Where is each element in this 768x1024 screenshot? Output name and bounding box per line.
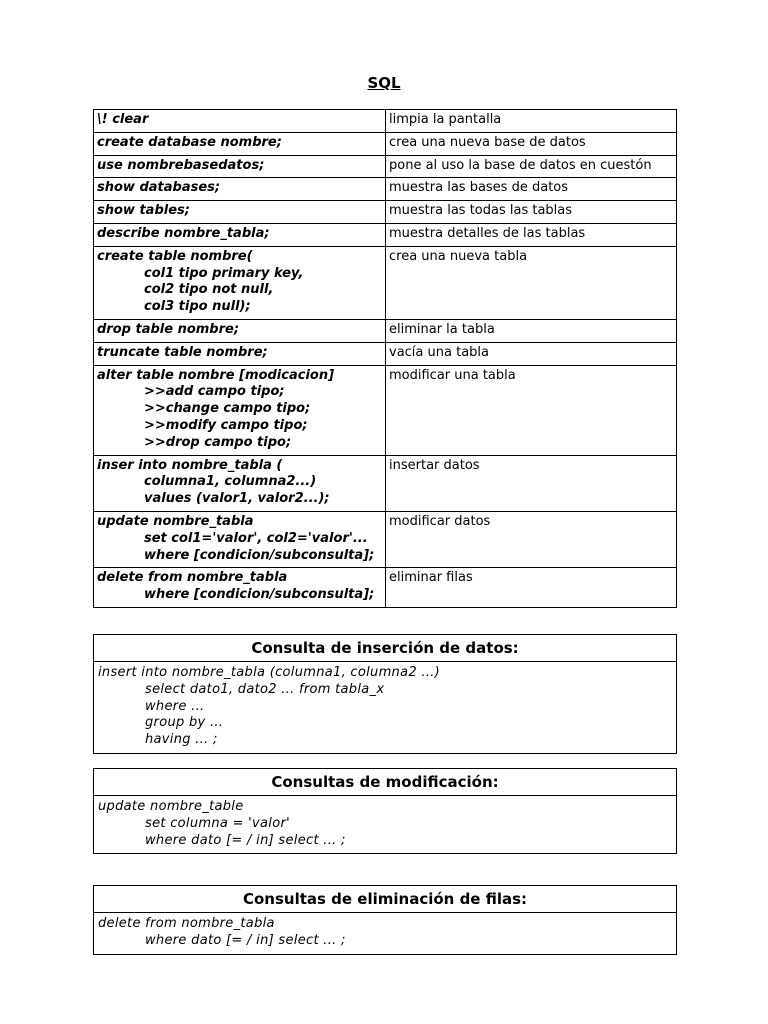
description-cell: modificar una tabla xyxy=(386,365,677,455)
code-line: where ... xyxy=(145,698,205,714)
command-line: where [condicion/subconsulta]; xyxy=(144,547,375,563)
table-row xyxy=(94,511,677,567)
table-row xyxy=(94,246,677,319)
command-cell xyxy=(94,110,386,133)
code-line: delete from nombre_tabla xyxy=(98,916,275,931)
description-cell: eliminar filas xyxy=(386,568,677,608)
command-cell xyxy=(94,223,386,246)
command-cell xyxy=(94,178,386,201)
command-line: col1 tipo primary key, xyxy=(144,265,304,281)
command-line: set col1='valor', col2='valor'... xyxy=(144,530,368,546)
section-heading: Consultas de modificación: xyxy=(94,769,676,796)
table-row xyxy=(94,365,677,455)
command-line: inser into nombre_tabla ( xyxy=(97,457,283,473)
table-row xyxy=(94,319,677,342)
section-code xyxy=(94,796,676,853)
command-line: columna1, columna2...) xyxy=(144,474,317,490)
section-heading: Consulta de inserción de datos: xyxy=(94,635,676,662)
command-cell xyxy=(94,365,386,455)
code-line: select dato1, dato2 ... from tabla_x xyxy=(145,681,385,697)
table-row xyxy=(94,132,677,155)
command-cell xyxy=(94,511,386,567)
command-line: >>change campo tipo; xyxy=(144,401,311,417)
command-cell xyxy=(94,201,386,224)
command-cell xyxy=(94,246,386,319)
description-cell: crea una nueva tabla xyxy=(386,246,677,319)
command-cell xyxy=(94,568,386,608)
command-line: show tables; xyxy=(97,203,190,219)
code-line: insert into nombre_tabla (columna1, columna2 ...) xyxy=(98,665,441,680)
code-line: set columna = 'valor' xyxy=(145,815,290,831)
command-cell xyxy=(94,155,386,178)
command-line: values (valor1, valor2...); xyxy=(144,491,330,507)
table-row xyxy=(94,342,677,365)
command-line: where [condicion/subconsulta]; xyxy=(144,587,375,603)
command-line: >>modify campo tipo; xyxy=(144,417,308,433)
description-cell: crea una nueva base de datos xyxy=(386,132,677,155)
command-line: col3 tipo null); xyxy=(144,299,251,315)
section-delete-query xyxy=(93,885,677,955)
command-line: truncate table nombre; xyxy=(97,344,268,360)
command-line: \! clear xyxy=(97,112,149,127)
command-line: >>add campo tipo; xyxy=(144,384,285,400)
description-cell: vacía una tabla xyxy=(386,342,677,365)
description-cell: muestra las bases de datos xyxy=(386,178,677,201)
command-line: use nombrebasedatos; xyxy=(97,157,265,173)
command-line: show databases; xyxy=(97,180,221,196)
command-cell xyxy=(94,342,386,365)
command-line: update nombre_tabla xyxy=(97,513,254,529)
page-title: SQL xyxy=(367,74,401,92)
command-cell xyxy=(94,319,386,342)
section-code xyxy=(94,662,676,753)
table-row xyxy=(94,155,677,178)
description-cell: modificar datos xyxy=(386,511,677,567)
code-line: having ... ; xyxy=(145,732,218,748)
command-line: >>drop campo tipo; xyxy=(144,434,292,450)
table-row xyxy=(94,455,677,511)
description-cell: muestra detalles de las tablas xyxy=(386,223,677,246)
code-line: where dato [= / in] select ... ; xyxy=(145,832,346,848)
command-cell xyxy=(94,455,386,511)
section-code xyxy=(94,913,676,954)
description-cell: pone al uso la base de datos en cuestón xyxy=(386,155,677,178)
command-line: alter table nombre [modicacion] xyxy=(97,367,335,383)
command-cell xyxy=(94,132,386,155)
code-line: update nombre_table xyxy=(98,799,244,814)
code-line: where dato [= / in] select ... ; xyxy=(145,932,346,948)
section-update-query xyxy=(93,768,677,854)
section-insert-query xyxy=(93,634,677,754)
code-line: group by ... xyxy=(145,715,224,731)
table-row xyxy=(94,178,677,201)
command-line: create table nombre( xyxy=(97,248,253,264)
table-row xyxy=(94,110,677,133)
table-row xyxy=(94,568,677,608)
sql-commands-table xyxy=(93,109,677,608)
command-line: delete from nombre_tabla xyxy=(97,570,288,586)
description-cell: insertar datos xyxy=(386,455,677,511)
description-cell: eliminar la tabla xyxy=(386,319,677,342)
command-line: create database nombre; xyxy=(97,134,282,150)
command-line: drop table nombre; xyxy=(97,321,240,337)
description-cell: muestra las todas las tablas xyxy=(386,201,677,224)
table-row xyxy=(94,223,677,246)
description-cell: limpia la pantalla xyxy=(386,110,677,133)
command-line: describe nombre_tabla; xyxy=(97,225,270,241)
command-line: col2 tipo not null, xyxy=(144,282,274,298)
section-heading: Consultas de eliminación de filas: xyxy=(94,886,676,913)
table-row xyxy=(94,201,677,224)
